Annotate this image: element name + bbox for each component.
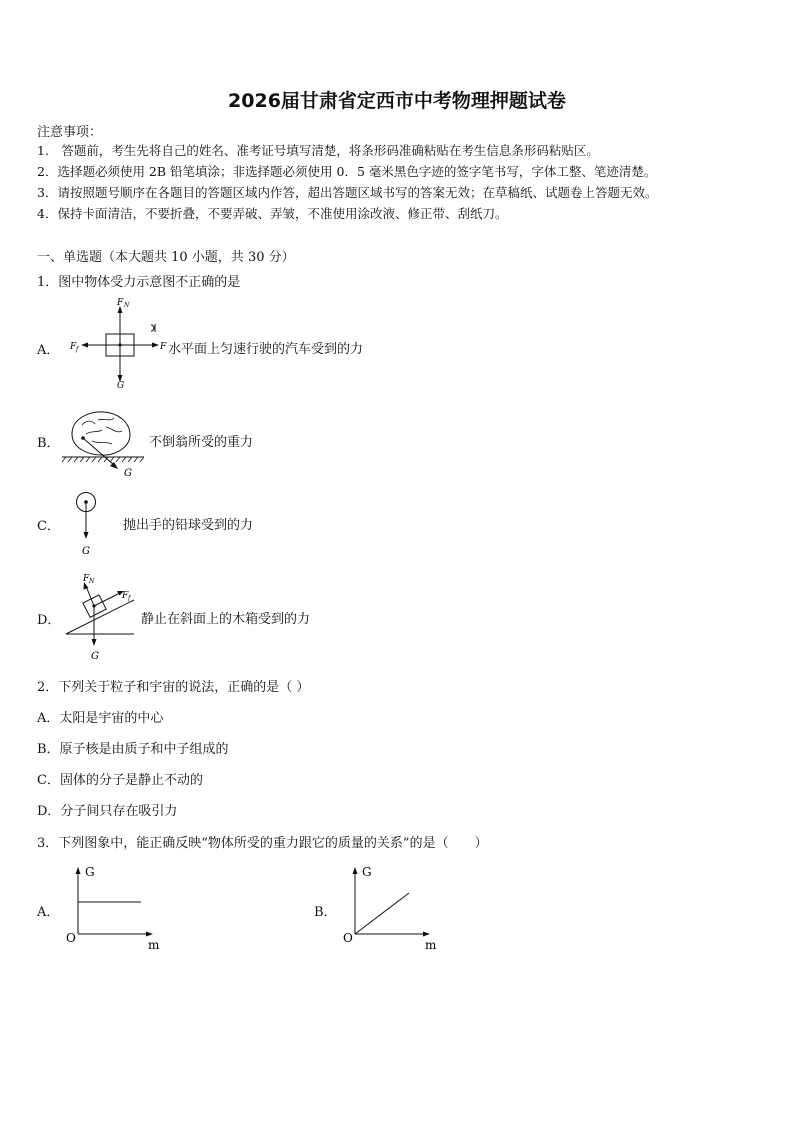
- q2-option-c: C．固体的分子是静止不动的: [37, 773, 203, 788]
- q1-option-b-text: 不倒翁所受的重力: [149, 435, 254, 450]
- label-fn-d: F: [83, 574, 90, 584]
- graph-b-origin: O: [343, 931, 353, 945]
- q3-option-b-letter: B．: [314, 905, 337, 920]
- notice-item-3: 3．请按照题号顺序在各题目的答题区域内作答，超出答题区域书写的答案无效；在草稿纸、试题卷上答题无效。: [37, 185, 658, 200]
- q3-option-a-letter: A．: [37, 905, 60, 920]
- car-force-diagram: [68, 298, 178, 390]
- label-g-c: G: [82, 546, 90, 557]
- tumbler-diagram: [62, 408, 152, 480]
- incline-box-diagram: [62, 572, 142, 664]
- q1-option-b-letter: B．: [37, 436, 60, 451]
- q2-stem: 2．下列关于粒子和宇宙的说法，正确的是（ ）: [37, 680, 310, 695]
- page-title: 2026届甘肃省定西市中考物理押题试卷: [228, 90, 566, 112]
- q1-option-a-text: 水平面上匀速行驶的汽车受到的力: [168, 342, 364, 357]
- label-ff-d: F: [122, 591, 129, 601]
- graph-b-y-label: G: [362, 865, 372, 879]
- label-fn-sub-d: N: [89, 578, 95, 585]
- q1-option-d-letter: D．: [37, 613, 61, 628]
- graph-a-origin: O: [66, 931, 76, 945]
- section-heading: 一、单选题（本大题共 10 小题，共 30 分）: [37, 250, 295, 265]
- graph-a-y-label: G: [85, 865, 95, 879]
- notice-heading: 注意事项：: [37, 125, 103, 140]
- shot-put-diagram: [72, 490, 102, 560]
- label-ff: F: [70, 342, 77, 352]
- q2-option-b: B．原子核是由质子和中子组成的: [37, 742, 229, 757]
- notice-item-1: 1. 答题前，考生先将自己的姓名、准考证号填写清楚，将条形码准确粘贴在考生信息条形码粘贴区。: [37, 143, 599, 158]
- graph-b: [339, 862, 449, 954]
- q3-stem: 3．下列图象中，能正确反映“物体所受的重力跟它的质量的关系”的是（ ）: [37, 836, 488, 851]
- label-f: F: [160, 342, 167, 352]
- q1-option-c-text: 抛出手的铅球受到的力: [123, 518, 254, 533]
- label-g: G: [117, 381, 125, 391]
- q1-option-c-letter: C．: [37, 519, 60, 534]
- label-ff-sub-d: f: [128, 595, 131, 602]
- q1-option-a-letter: A．: [37, 343, 60, 358]
- label-g-b: G: [124, 468, 132, 479]
- notice-item-4: 4．保持卡面清洁，不要折叠，不要弄破、弄皱，不准使用涂改液、修正带、刮纸刀。: [37, 206, 508, 221]
- graph-b-x-label: m: [425, 938, 437, 952]
- q1-option-d-text: 静止在斜面上的木箱受到的力: [141, 612, 311, 627]
- q2-option-a: A．太阳是宇宙的中心: [37, 711, 164, 726]
- notice-item-2: 2．选择题必须使用 2B 铅笔填涂；非选择题必须使用 0．5 毫米黑色字迹的签字笔书写，字体工整、笔迹清楚。: [37, 164, 657, 179]
- graph-a: [62, 862, 172, 954]
- label-fn-sub: N: [124, 302, 130, 309]
- q2-option-d: D．分子间只存在吸引力: [37, 804, 178, 819]
- label-g-d: G: [91, 651, 99, 662]
- graph-a-x-label: m: [148, 938, 160, 952]
- label-ff-sub: f: [76, 346, 79, 353]
- q1-stem: 1．图中物体受力示意图不正确的是: [37, 275, 241, 290]
- label-fn: F: [117, 298, 124, 308]
